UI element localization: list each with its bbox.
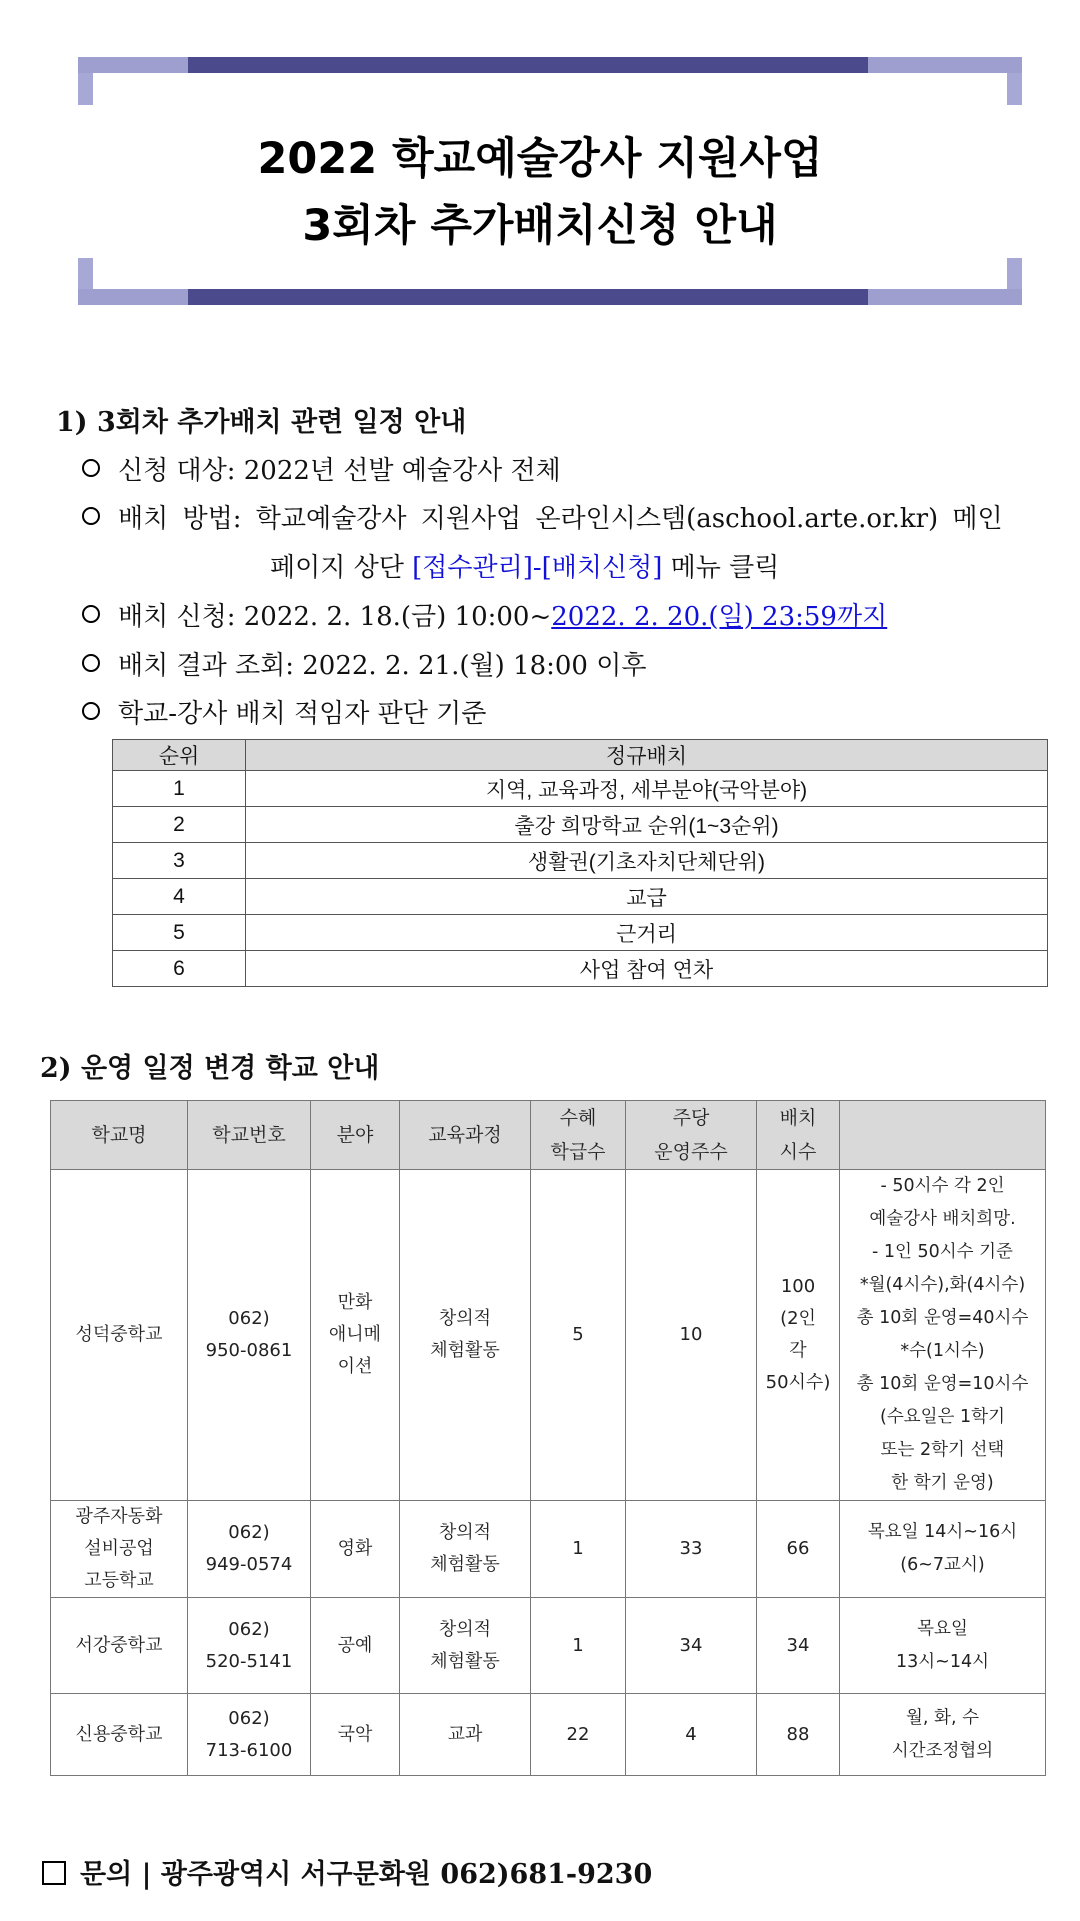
field-cell xyxy=(311,1598,400,1694)
cell-line: 062) xyxy=(228,1618,270,1640)
table-row xyxy=(113,951,1048,987)
cell-line: 한 학기 운영) xyxy=(891,1473,994,1493)
cell-line: 영화 xyxy=(337,1538,373,1559)
table-row xyxy=(51,1501,1046,1598)
title-line-1: 2022 학교예술강사 지원사업 xyxy=(257,134,823,184)
cell-line: 950-0861 xyxy=(205,1340,293,1361)
cell-line: 서강중학교 xyxy=(75,1634,163,1656)
title-frame-post xyxy=(78,73,93,105)
header-classes xyxy=(531,1101,626,1170)
rank-cell: 2 xyxy=(113,807,246,843)
bullet-result xyxy=(82,645,646,682)
curriculum-cell xyxy=(400,1694,531,1776)
hours-cell xyxy=(757,1501,840,1598)
cell-line: 총 10회 운영=40시수 xyxy=(856,1308,1029,1328)
header-line: 주당 xyxy=(672,1107,710,1129)
header-line: 운영주수 xyxy=(654,1141,728,1163)
table-row xyxy=(113,843,1048,879)
cell-line: 062) xyxy=(228,1707,270,1729)
hours-cell xyxy=(757,1694,840,1776)
school-cell xyxy=(51,1501,188,1598)
classes-cell: 22 xyxy=(531,1694,626,1776)
title-frame-post xyxy=(1007,258,1022,290)
rank-cell: 3 xyxy=(113,843,246,879)
cell-line: 체험활동 xyxy=(430,1650,500,1672)
cell-line: 062) xyxy=(228,1522,270,1543)
cell-line: 총 10회 운영=10시수 xyxy=(856,1374,1029,1394)
school-cell xyxy=(51,1694,188,1776)
school-cell xyxy=(51,1170,188,1501)
schedule-table xyxy=(50,1100,1046,1776)
cell-line: 창의적 xyxy=(438,1308,492,1329)
cell-line: (6~7교시) xyxy=(900,1555,985,1575)
weeks-cell: 10 xyxy=(626,1170,757,1501)
rank-cell: 6 xyxy=(113,951,246,987)
field-cell xyxy=(311,1170,400,1501)
curriculum-cell xyxy=(400,1501,531,1598)
classes-cell: 5 xyxy=(531,1170,626,1501)
note-cell xyxy=(840,1598,1046,1694)
cell-line: 교과 xyxy=(447,1723,483,1745)
cell-line: 광주자동화 xyxy=(75,1506,163,1527)
bullet-target xyxy=(82,450,561,487)
criterion-cell: 근거리 xyxy=(246,915,1048,951)
bullet-method xyxy=(82,498,1003,535)
table-row xyxy=(51,1170,1046,1501)
header-field: 분야 xyxy=(311,1101,400,1170)
bullet-apply xyxy=(82,596,887,633)
header-rank: 순위 xyxy=(113,740,246,771)
cell-line: 창의적 xyxy=(438,1618,492,1640)
bullet-criteria xyxy=(82,693,486,730)
header-line: 학급수 xyxy=(550,1141,606,1163)
header-regular: 정규배치 xyxy=(246,740,1048,771)
weeks-cell: 34 xyxy=(626,1598,757,1694)
bullet-method-cont xyxy=(270,547,779,584)
cell-line: 이션 xyxy=(337,1356,373,1377)
note-cell xyxy=(840,1694,1046,1776)
note-cell xyxy=(840,1170,1046,1501)
bullet-text: 배치 신청: 2022. 2. 18.(금) 10:00~ xyxy=(118,602,552,632)
section1-heading: 1) 3회차 추가배치 관련 일정 안내 xyxy=(56,407,467,438)
bullet-text: 메뉴 클릭 xyxy=(662,553,780,583)
cell-line: 062) xyxy=(228,1308,270,1329)
table-row xyxy=(51,1694,1046,1776)
circle-bullet-icon xyxy=(82,605,100,623)
criterion-cell: 생활권(기초자치단체단위) xyxy=(246,843,1048,879)
cell-line: 창의적 xyxy=(438,1522,492,1543)
cell-line: 체험활동 xyxy=(430,1340,500,1361)
title-frame-bottom xyxy=(78,289,1022,305)
bullet-text: 배치 방법: 학교예술강사 지원사업 온라인시스템(aschool.arte.or.kr) 메인 xyxy=(118,504,1003,534)
cell-line: 국악 xyxy=(337,1723,373,1745)
bullet-text: 신청 대상: 2022년 선발 예술강사 전체 xyxy=(118,456,561,486)
weeks-cell: 33 xyxy=(626,1501,757,1598)
cell-line: 목요일 xyxy=(917,1618,968,1639)
number-cell xyxy=(188,1170,311,1501)
header-line: 배치 xyxy=(779,1107,817,1129)
header-number: 학교번호 xyxy=(188,1101,311,1170)
contact-text: 문의 | 광주광역시 서구문화원 062)681-9230 xyxy=(80,1859,653,1890)
cell-line: 13시~14시 xyxy=(895,1651,989,1672)
cell-line: 949-0574 xyxy=(205,1554,293,1575)
deadline-link[interactable]: 2022. 2. 20.(일) 23:59까지 xyxy=(551,602,888,632)
circle-bullet-icon xyxy=(82,702,100,720)
checkbox-square-icon xyxy=(42,1861,66,1885)
title-frame-top xyxy=(78,57,1022,73)
title-frame-post xyxy=(1007,73,1022,105)
number-cell xyxy=(188,1598,311,1694)
school-cell xyxy=(51,1598,188,1694)
cell-line: 애니메 xyxy=(328,1324,382,1345)
header-hours xyxy=(757,1101,840,1170)
field-cell xyxy=(311,1694,400,1776)
cell-line: *월(4시수),화(4시수) xyxy=(859,1275,1026,1295)
criterion-cell: 교급 xyxy=(246,879,1048,915)
number-cell xyxy=(188,1501,311,1598)
cell-line: 또는 2학기 선택 xyxy=(880,1440,1005,1460)
table-header-row xyxy=(113,740,1048,771)
cell-line: 100 xyxy=(780,1276,816,1297)
header-line: 시수 xyxy=(779,1141,817,1163)
cell-line: 50시수) xyxy=(765,1372,831,1393)
bullet-text: 학교-강사 배치 적임자 판단 기준 xyxy=(118,699,487,729)
cell-line: 520-5141 xyxy=(205,1650,293,1672)
title-line-2: 3회차 추가배치신청 안내 xyxy=(302,201,778,251)
table-row xyxy=(113,807,1048,843)
classes-cell: 1 xyxy=(531,1598,626,1694)
menu-path-link[interactable]: [접수관리]-[배치신청] xyxy=(412,553,663,583)
cell-line: - 1인 50시수 기준 xyxy=(872,1242,1013,1262)
classes-cell: 1 xyxy=(531,1501,626,1598)
cell-line: 34 xyxy=(786,1634,810,1656)
cell-line: 시간조정협의 xyxy=(891,1740,994,1761)
cell-line: 신용중학교 xyxy=(75,1723,163,1745)
cell-line: *수(1시수) xyxy=(900,1341,985,1361)
header-line: 수혜 xyxy=(559,1107,597,1129)
rank-cell: 1 xyxy=(113,771,246,807)
cell-line: 만화 xyxy=(337,1292,373,1313)
section2-heading: 2) 운영 일정 변경 학교 안내 xyxy=(40,1053,380,1084)
circle-bullet-icon xyxy=(82,459,100,477)
table-header-row xyxy=(51,1101,1046,1170)
cell-line: - 50시수 각 2인 xyxy=(880,1176,1005,1196)
rank-cell: 4 xyxy=(113,879,246,915)
curriculum-cell xyxy=(400,1170,531,1501)
weeks-cell: 4 xyxy=(626,1694,757,1776)
hours-cell xyxy=(757,1170,840,1501)
cell-line: (2인 xyxy=(780,1308,816,1329)
bullet-text: 배치 결과 조회: 2022. 2. 21.(월) 18:00 이후 xyxy=(118,651,647,681)
table-row xyxy=(113,879,1048,915)
criterion-cell: 사업 참여 연차 xyxy=(246,951,1048,987)
criterion-cell: 출강 희망학교 순위(1~3순위) xyxy=(246,807,1048,843)
criteria-table xyxy=(112,739,1048,987)
cell-line: 목요일 14시~16시 xyxy=(867,1522,1018,1542)
curriculum-cell xyxy=(400,1598,531,1694)
note-cell xyxy=(840,1501,1046,1598)
cell-line: 월, 화, 수 xyxy=(906,1707,979,1728)
field-cell xyxy=(311,1501,400,1598)
cell-line: 713-6100 xyxy=(205,1739,293,1761)
circle-bullet-icon xyxy=(82,654,100,672)
table-row xyxy=(51,1598,1046,1694)
table-row xyxy=(113,915,1048,951)
header-weeks xyxy=(626,1101,757,1170)
cell-line: 고등학교 xyxy=(84,1570,154,1591)
cell-line: 체험활동 xyxy=(430,1554,500,1575)
cell-line: 66 xyxy=(786,1538,810,1559)
hours-cell xyxy=(757,1598,840,1694)
contact-footer xyxy=(42,1852,652,1891)
criterion-cell: 지역, 교육과정, 세부분야(국악분야) xyxy=(246,771,1048,807)
cell-line: 공예 xyxy=(337,1634,373,1656)
cell-line: 성덕중학교 xyxy=(75,1324,163,1345)
header-note xyxy=(840,1101,1046,1170)
bullet-text: 페이지 상단 xyxy=(270,553,413,583)
cell-line: 예술강사 배치희망. xyxy=(869,1209,1016,1229)
table-row xyxy=(113,771,1048,807)
cell-line: 설비공업 xyxy=(84,1538,154,1559)
number-cell xyxy=(188,1694,311,1776)
title-frame-post xyxy=(78,258,93,290)
rank-cell: 5 xyxy=(113,915,246,951)
cell-line: 88 xyxy=(786,1723,810,1745)
header-school: 학교명 xyxy=(51,1101,188,1170)
cell-line: (수요일은 1학기 xyxy=(880,1407,1005,1427)
circle-bullet-icon xyxy=(82,507,100,525)
cell-line: 각 xyxy=(789,1340,807,1361)
header-curriculum: 교육과정 xyxy=(400,1101,531,1170)
